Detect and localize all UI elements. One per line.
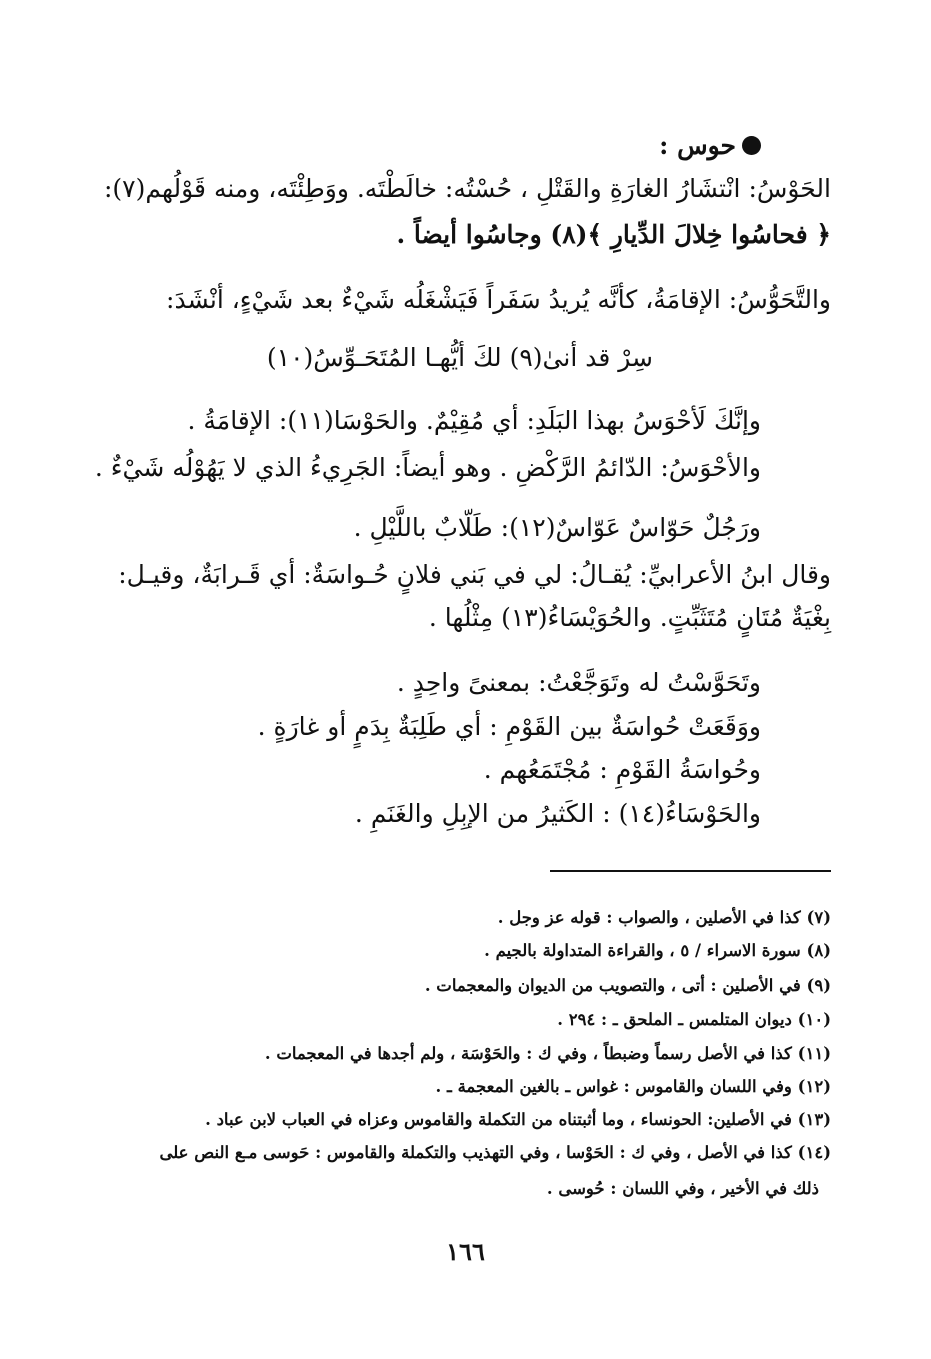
- footnote: (٩) في الأصلين : أتى ، والتصويب من الديوان والمعجمات .: [424, 976, 831, 995]
- body-line: والحَوْسَاءُ(١٤) : الكَثيرُ من الإبِلِ والغَنَمِ .: [354, 799, 761, 828]
- body-line: وحُواسَةُ القَوْمِ : مُجْتَمَعُهم .: [483, 755, 761, 784]
- body-line: وتَحَوَّسْتُ له وتَوَجَّعْتُ: بمعنىً واحِدٍ .: [396, 668, 761, 697]
- entry-heading-text: حوس :: [659, 131, 736, 160]
- footnote-continuation: ذلك في الأخير ، وفي اللسان : حُوسى .: [546, 1179, 819, 1198]
- body-line: ﴿ فحاسُوا خِلالَ الدِّيارِ ﴾(٨) وجاسُوا أيضاً .: [396, 220, 831, 249]
- body-line: والتَّحَوُّسُ: الإقامَةُ، كأنَّه يُريدُ سَفَراً فَيَشْغَلُه شَيْءٌ بعد شَيْءٍ، أنْشَدَ:: [166, 285, 831, 314]
- entry-heading: [659, 129, 761, 163]
- footnote: (١٤) كذا في الأصل ، وفي ك : الحَوْسا ، وفي التهذيب والتكملة والقاموس : حَوسى مـع النص على: [159, 1143, 831, 1162]
- footnote: (٧) كذا في الأصلين ، والصواب : قوله عز وجل .: [497, 908, 831, 927]
- body-line: وقال ابنُ الأعرابيِّ: يُقـالُ: لي في بَني فلانٍ حُـواسَةٌ: أي قَـرابَةٌ، وقيـل:: [118, 560, 831, 589]
- body-line: بِغْيَةٌ مُتَانٍ مُتَثَبِّتٍ. والحُوَيْسَاءُ(١٣) مِثْلُها .: [428, 603, 831, 632]
- body-line: والأحْوَسُ: الدّائمُ الرَّكْضِ . وهو أيضاً: الجَرِيءُ الذي لا يَهُوْلُه شَيْءٌ .: [94, 453, 761, 482]
- verse-line: سِرْ قد أنىٰ(٩) لكَ أيُّهـا المُتَحَـوِّسُ(١٠): [266, 343, 653, 372]
- body-line: الحَوْسُ: انْتشَارُ الغارَةِ والقَتْلِ ، حُسْتُه: خالَطْتَه. ووَطِئْتَه، ومنه قَوْلُهم(٧):: [103, 174, 831, 203]
- footnote: (١٠) ديوان المتلمس ـ الملحق ـ : ٢٩٤ .: [557, 1010, 831, 1029]
- body-line: وإنَّكَ لَأحْوَسُ بهذا البَلَدِ: أي مُقِيْمٌ. والحَوْسَا(١١): الإقامَةُ .: [187, 406, 761, 435]
- body-line: ورَجُلٌ حَوّاسٌ عَوّاسٌ(١٢): طَلّابٌ باللَّيْلِ .: [353, 513, 761, 542]
- body-line: ووَقَعَتْ حُواسَةٌ بين القَوْمِ : أي طَلِبَةٌ بِدَمٍ أو غارَةٍ .: [257, 712, 761, 741]
- footnote: (١١) كذا في الأصل رسماً وضبطاً ، وفي ك : والحَوْسَة ، ولم أجدها في المعجمات .: [264, 1044, 831, 1063]
- bullet-icon: [742, 136, 761, 155]
- footnote: (٨) سورة الاسراء / ٥ ، والقراءة المتداولة بالجيم .: [484, 941, 831, 960]
- footnote: (١٣) في الأصلين: الحونساء ، وما أثبتناه من التكملة والقاموس وعزاه في العباب لابن عباد .: [205, 1110, 831, 1129]
- footnote-separator: [550, 870, 831, 872]
- footnote: (١٢) وفي اللسان والقاموس : غواس ـ بالغين المعجمة ـ .: [435, 1077, 831, 1096]
- page-number: ١٦٦: [446, 1237, 485, 1266]
